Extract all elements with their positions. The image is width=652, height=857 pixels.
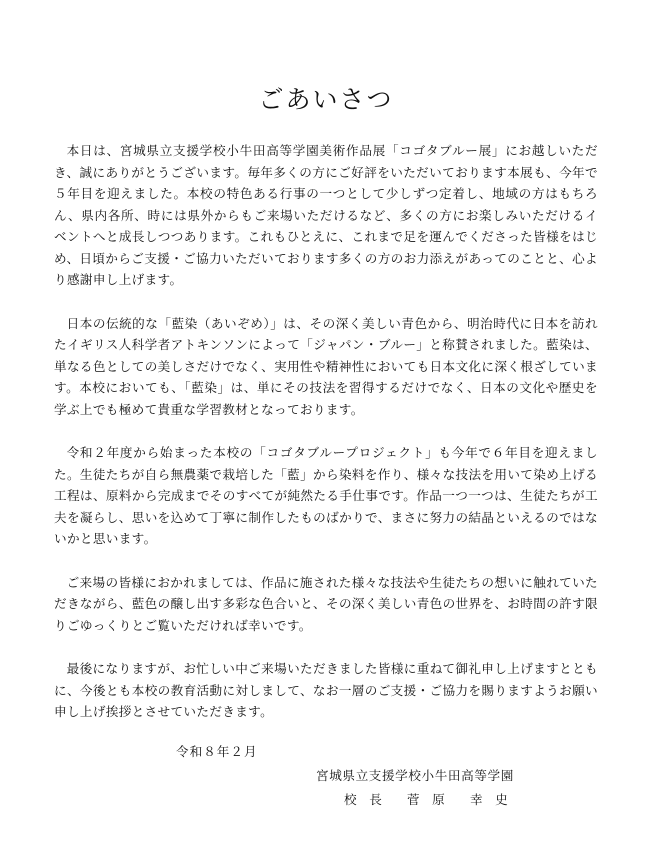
- paragraph-aizome: 日本の伝統的な「藍染（あいぞめ）」は、その深く美しい青色から、明治時代に日本を訪れたイギリス人科学者アトキンソンによって「ジャパン・ブルー」と称賛されました。藍染は、単なる色としての美しさだけでなく、実用性や精神性においても日本文化に深く根ざしています。本校においても、「藍染」は、単にその技法を習得するだけでなく、日本の文化や歴史を学ぶ上でも極めて貴重な学習教材となっております。: [54, 315, 598, 417]
- paragraph-closing: 最後になりますが、お忙しい中ご来場いただきました皆様に重ねて御礼申し上げますとともに、今後とも本校の教育活動に対しまして、なお一層のご支援・ご協力を賜りますようお願い申し上げ挨拶とさせていただきます。: [54, 661, 598, 719]
- paragraph-invitation: ご来場の皆様におかれましては、作品に施された様々な技法や生徒たちの想いに触れていただきながら、藍色の醸し出す多彩な色合いと、その深く美しい青色の世界を、お時間の許す限りごゆっくりとご覧いただければ幸いです。: [54, 574, 598, 633]
- school-name: 宮城県立支援学校小牛田高等学園: [316, 768, 514, 783]
- principal-signature-line: 校 長 菅 原 幸 史: [344, 792, 508, 807]
- page-title: ごあいさつ: [258, 85, 394, 114]
- greeting-body: [54, 140, 598, 745]
- paragraph-intro: 本日は、宮城県立支援学校小牛田高等学園美術作品展「コゴタブルー展」にお越しいただき、誠にありがとうございます。毎年多くの方にご好評をいただいております本展も、今年で５年目を迎えました。本校の特色ある行事の一つとして少しずつ定着し、地域の方はもちろん、県内各所、時には県外からもご来場いただけるなど、多くの方にお楽しみいただけるイベントへと成長しつつあります。これもひとえに、これまで足を運んでくださった皆様をはじめ、日頃からご支援・ご協力いただいております多くの方のお力添えがあってのことと、心より感謝申し上げます。: [54, 143, 598, 287]
- document-date: 令和８年２月: [176, 744, 258, 759]
- paragraph-project: 令和２年度から始まった本校の「コゴタブループロジェクト」も今年で６年目を迎えました。生徒たちが自ら無農薬で栽培した「藍」から染料を作り、様々な技法を用いて染め上げる工程は、原料から完成までそのすべてが純然たる手仕事です。作品一つ一つは、生徒たちが工夫を凝らし、思いを込めて丁寧に制作したものばかりで、まさに努力の結晶といえるのではないかと思います。: [54, 445, 598, 546]
